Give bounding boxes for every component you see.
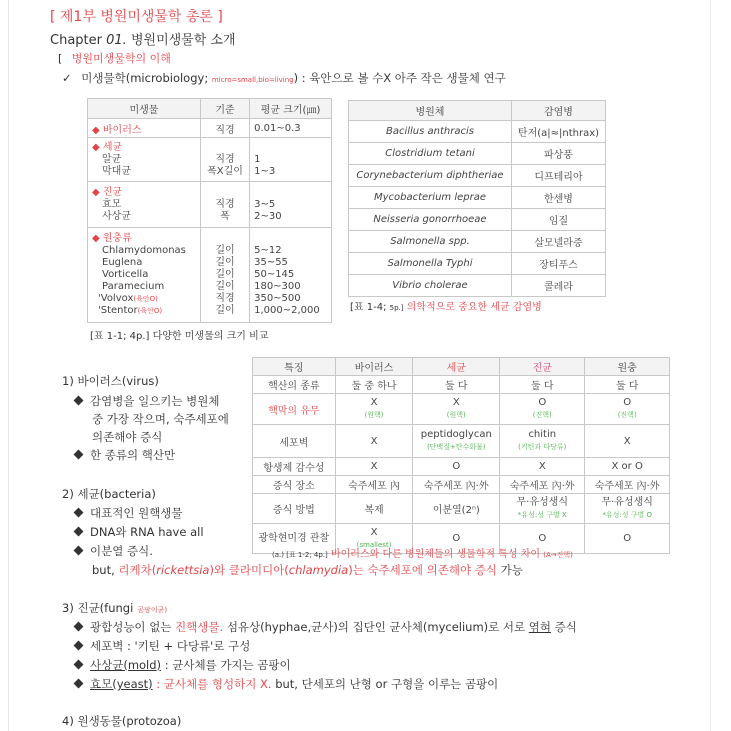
t3-header-bacteria: 세균: [413, 358, 500, 376]
section-title: 병원미생물학의 이해: [71, 52, 171, 65]
t3-cell: 숙주세포 內: [335, 476, 413, 494]
bacteria-bullet-2: DNA와 RNA have all: [75, 524, 204, 540]
t3-cell: 숙주세포 內·外: [585, 476, 670, 494]
diamond-bullet-icon: [74, 660, 84, 670]
pathogen-comparison-table: [252, 357, 670, 554]
t1-header-microbe: 미생물: [88, 99, 201, 119]
t2-disease: 콜레라: [511, 275, 605, 297]
t2-disease: 한센병: [511, 187, 605, 209]
protozoa-heading: 4) 원생동물(protozoa): [62, 714, 182, 728]
virus-bullet-1: 감염병을 일으키는 병원체 중 가장 작으며, 숙주세포에 의존해야 증식: [75, 392, 229, 446]
t1-cell: 직경 폭X길이: [200, 138, 249, 182]
diamond-bullet-icon: [74, 546, 84, 556]
t2-header-pathogen: 병원체: [349, 101, 512, 121]
t2-pathogen: Mycobacterium leprae: [349, 187, 512, 209]
t3-cell: X: [500, 458, 585, 476]
t1-header-size: 평균 크기(㎛): [250, 99, 332, 119]
t1-cell: 5~12 35~55 50~145 180~300 350~500 1,000~2,000: [250, 228, 332, 323]
chapter-title: 병원미생물학 소개: [130, 33, 236, 48]
definition-lead: 미생물학(microbiology;: [81, 71, 209, 85]
fungi-bullet-3: 사상균(mold) : 균사체를 가지는 곰팡이: [75, 657, 291, 673]
t2-pathogen: Clostridium tetani: [349, 143, 512, 165]
t2-header-disease: 감염병: [511, 101, 605, 121]
t3-header-protozoa: 원충: [585, 358, 670, 376]
t1-cell: 1 1~3: [250, 138, 332, 182]
t1-cell: 직경 폭: [200, 182, 249, 228]
t3-cell: 둘 다: [585, 376, 670, 394]
t3-header-feature: 특징: [253, 358, 336, 376]
t3-feature: 항생제 감수성: [253, 458, 336, 476]
definition-etymology: micro=small,bio=living: [211, 76, 294, 84]
t2-disease: 탄저(a|≈|nthrax): [511, 121, 605, 143]
t3-cell: X (원핵): [413, 394, 500, 425]
t3-feature: 핵막의 유무: [253, 394, 336, 425]
t3-cell: X (smallest): [335, 524, 413, 554]
t3-cell: X: [585, 425, 670, 458]
t2-pathogen: Vibrio cholerae: [349, 275, 512, 297]
check-icon: ✓: [62, 71, 72, 85]
bacteria-bullet-3: 이분열 증식.: [75, 543, 153, 559]
t2-pathogen: Salmonella spp.: [349, 231, 512, 253]
section-bracket: [: [58, 52, 63, 65]
t1-cell: 3~5 2~30: [250, 182, 332, 228]
t3-feature: 세포벽: [253, 425, 336, 458]
t2-pathogen: Bacillus anthracis: [349, 121, 512, 143]
definition-rest: ) : 육안으로 볼 수X 아주 작은 생물체 연구: [293, 71, 506, 85]
t3-cell: O: [413, 524, 500, 554]
t2-disease: 임질: [511, 209, 605, 231]
t3-header-virus: 바이러스: [335, 358, 413, 376]
t3-cell: 둘 중 하나: [335, 376, 413, 394]
t2-disease: 장티푸스: [511, 253, 605, 275]
t3-cell: 숙주세포 內·外: [500, 476, 585, 494]
t2-disease: 디프테리아: [511, 165, 605, 187]
fungi-bullet-1: 광합성능이 없는 진핵생물. 섬유상(hyphae,균사)의 집단인 균사체(mycelium)로 서로 엮혀 증식: [75, 619, 577, 635]
t3-cell: O: [585, 524, 670, 554]
t1-group-virus: ◆ 바이러스: [88, 119, 201, 138]
fungi-heading: 3) 진균(fungi 곰팡이균): [62, 601, 168, 615]
t1-group-protozoa: ◆ 원충류 Chlamydomonas Euglena Vorticella Paramecium 'Volvox(육안O) 'Stentor(육안O): [88, 228, 201, 323]
t3-feature: 증식 방법: [253, 494, 336, 524]
t3-cell: O: [500, 524, 585, 554]
t3-cell: 둘 다: [413, 376, 500, 394]
section-heading: [58, 50, 171, 66]
t3-cell: 숙주세포 內·外: [413, 476, 500, 494]
t3-cell: 둘 다: [500, 376, 585, 394]
t1-cell: 직경: [200, 119, 249, 138]
definition-line: [62, 70, 506, 86]
diamond-bullet-icon: [74, 641, 84, 651]
t2-pathogen: Corynebacterium diphtheriae: [349, 165, 512, 187]
t3-cell: 복제: [335, 494, 413, 524]
t3-cell: 이분열(2ⁿ): [413, 494, 500, 524]
t3-cell: X or O: [585, 458, 670, 476]
t2-disease: 살모넬라증: [511, 231, 605, 253]
bacteria-bullet-1: 대표적인 원핵생물: [75, 505, 183, 521]
diamond-bullet-icon: [74, 622, 84, 632]
t3-feature: 광학현미경 관찰: [253, 524, 336, 554]
t2-pathogen: Salmonella Typhi: [349, 253, 512, 275]
t3-cell: chitin (키틴과 다당류): [500, 425, 585, 458]
t1-group-bacteria: ◆ 세균 알균 막대균: [88, 138, 201, 182]
chapter-num: 01.: [106, 33, 127, 48]
t3-cell: X: [335, 425, 413, 458]
t2-pathogen: Neisseria gonorrhoeae: [349, 209, 512, 231]
t3-cell: O (진핵): [500, 394, 585, 425]
t3-cell: X: [335, 458, 413, 476]
table3-caption: (a.) [표 1-2; 4p.] 바이러스와 다른 병원체들의 생물학적 특성 차이 (A→진핵): [272, 549, 573, 560]
fungi-bullet-4: 효모(yeast) : 균사체를 형성하지 X. but, 단세포의 난형 or 구형을 이루는 곰팡이: [75, 676, 498, 692]
diamond-bullet-icon: [74, 527, 84, 537]
bacteria-but-line: but, 리케차(rickettsia)와 클라미디아(chlamydia)는 숙주세포에 의존해야 증식 가능: [92, 563, 523, 577]
table1-caption: [표 1-1; 4p.] 다양한 미생물의 크기 비교: [90, 331, 269, 342]
t3-cell: X (원핵): [335, 394, 413, 425]
t3-cell: O: [413, 458, 500, 476]
t3-header-fungi: 진균: [500, 358, 585, 376]
chapter-prefix: Chapter: [50, 33, 102, 48]
diamond-bullet-icon: [74, 679, 84, 689]
t1-group-fungi: ◆ 진균 효모 사상균: [88, 182, 201, 228]
t3-cell: O (진핵): [585, 394, 670, 425]
virus-heading: 1) 바이러스(virus): [62, 374, 159, 388]
microbe-size-table: [87, 98, 332, 323]
t1-cell: 길이 길이 길이 길이 직경 길이: [200, 228, 249, 323]
diamond-bullet-icon: [74, 396, 84, 406]
pathogen-disease-table: [348, 100, 606, 297]
diamond-bullet-icon: [74, 450, 84, 460]
part-title: [ 제1부 병원미생물학 총론 ]: [50, 9, 223, 25]
table2-caption: [표 1-4; 5p.] 의학적으로 중요한 세균 감염병: [350, 302, 542, 313]
diamond-bullet-icon: [74, 508, 84, 518]
t3-feature: 핵산의 종류: [253, 376, 336, 394]
t3-cell: peptidoglycan (단백질+탄수화물): [413, 425, 500, 458]
virus-bullet-2: 한 종류의 핵산만: [75, 447, 175, 463]
t2-disease: 파상풍: [511, 143, 605, 165]
fungi-bullet-2: 세포벽 : '키틴 + 다당류'로 구성: [75, 638, 250, 654]
t3-feature: 증식 장소: [253, 476, 336, 494]
t1-header-basis: 기준: [200, 99, 249, 119]
t3-cell: 무·유성생식 *유성:성 구별 O: [585, 494, 670, 524]
chapter-heading: [50, 29, 236, 48]
bacteria-heading: 2) 세균(bacteria): [62, 487, 156, 501]
t3-cell: 무·유성생식 *유성:성 구별 X: [500, 494, 585, 524]
t1-cell: 0.01~0.3: [250, 119, 332, 138]
